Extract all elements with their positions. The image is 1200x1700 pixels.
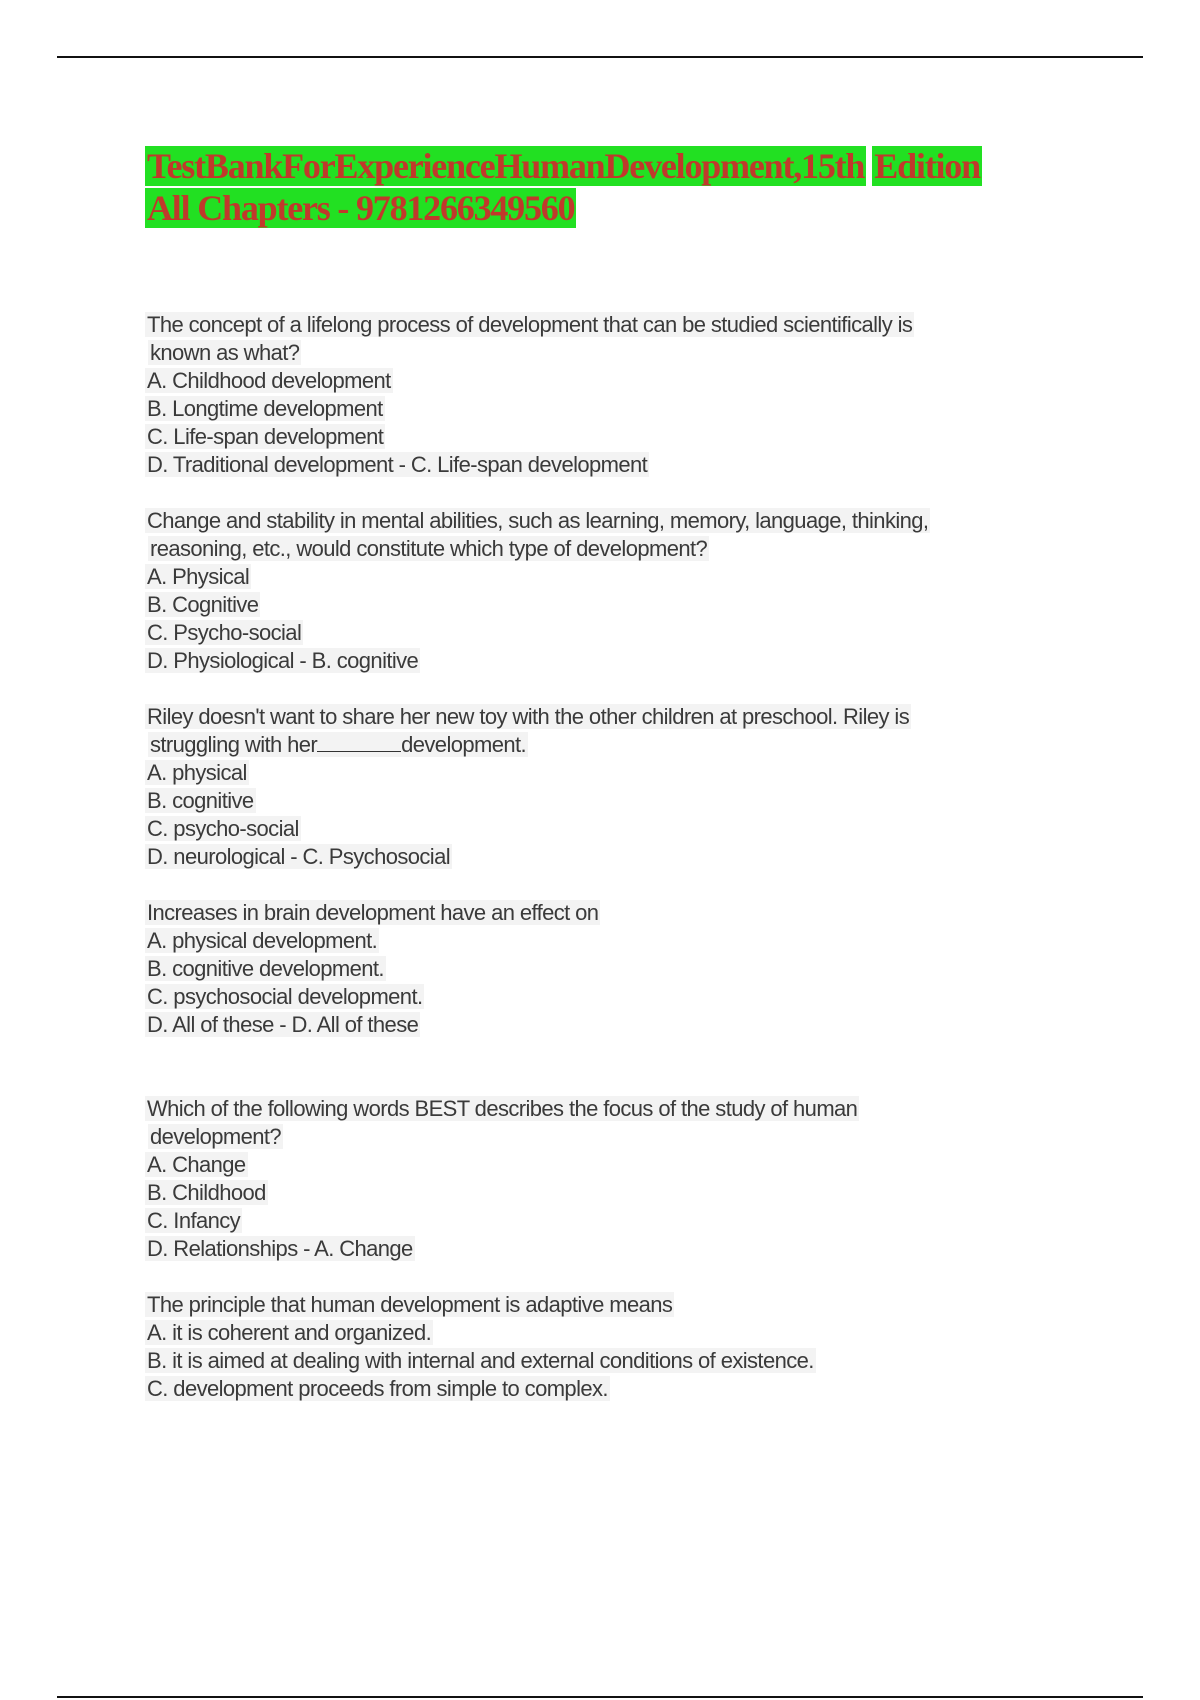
- question-2: [145, 507, 1045, 675]
- answer-option: C. psychosocial development.: [147, 984, 423, 1009]
- answer-option: A. physical: [147, 760, 247, 785]
- answer-option: B. cognitive: [147, 788, 254, 813]
- stem-text-before-blank: struggling with her: [150, 732, 318, 757]
- answer-option-with-key: D. Traditional development - C. Life-span development: [147, 452, 648, 477]
- fill-in-blank: [317, 734, 401, 752]
- answer-option-with-key: D. neurological - C. Psychosocial: [147, 844, 451, 869]
- question-4: [145, 899, 1045, 1039]
- answer-option: A. physical development.: [147, 928, 378, 953]
- title-part-1: TestBankForExperienceHumanDevelopment,15th: [147, 146, 865, 186]
- answer-option-with-key: D. Physiological - B. cognitive: [147, 648, 419, 673]
- question-stem-line: Riley doesn't want to share her new toy with the other children at preschool. Riley is: [147, 704, 910, 729]
- title-line-1: [145, 145, 1085, 187]
- question-stem-line: Which of the following words BEST describes the focus of the study of human: [147, 1096, 858, 1121]
- answer-option: C. Infancy: [147, 1208, 241, 1233]
- title-part-3: All Chapters - 9781266349560: [147, 188, 575, 228]
- question-stem-line: The principle that human development is adaptive means: [147, 1292, 673, 1317]
- answer-option: A. Physical: [147, 564, 250, 589]
- top-rule: [57, 56, 1143, 58]
- question-stem-line: Change and stability in mental abilities, such as learning, memory, language, thinking,: [147, 508, 929, 533]
- answer-option: C. Life-span development: [147, 424, 384, 449]
- answer-option: B. Childhood: [147, 1180, 266, 1205]
- question-3: [145, 703, 1045, 871]
- title-part-2: Edition: [874, 146, 980, 186]
- answer-option: A. it is coherent and organized.: [147, 1320, 432, 1345]
- answer-option: B. it is aimed at dealing with internal and external conditions of existence.: [147, 1348, 814, 1373]
- bottom-rule: [57, 1696, 1143, 1698]
- answer-option: A. Change: [147, 1152, 246, 1177]
- question-stem-line: development?: [150, 1124, 282, 1149]
- answer-option-with-key: D. Relationships - A. Change: [147, 1236, 413, 1261]
- question-list: [145, 311, 1045, 1431]
- question-stem-line: Increases in brain development have an effect on: [147, 900, 599, 925]
- document-title: [145, 145, 1085, 229]
- answer-option: C. Psycho-social: [147, 620, 302, 645]
- answer-option: B. cognitive development.: [147, 956, 384, 981]
- question-stem-line: [145, 731, 1045, 759]
- question-6: [145, 1291, 1045, 1403]
- question-stem-line: known as what?: [150, 340, 300, 365]
- answer-option: B. Cognitive: [147, 592, 259, 617]
- answer-option: C. psycho-social: [147, 816, 299, 841]
- answer-option: C. development proceeds from simple to complex.: [147, 1376, 608, 1401]
- answer-option-with-key: D. All of these - D. All of these: [147, 1012, 419, 1037]
- stem-text-after-blank: development.: [401, 732, 527, 757]
- title-line-2: [145, 187, 1085, 229]
- question-1: [145, 311, 1045, 479]
- answer-option: A. Childhood development: [147, 368, 391, 393]
- question-stem-line: reasoning, etc., would constitute which type of development?: [150, 536, 708, 561]
- question-5: [145, 1095, 1045, 1263]
- question-stem-line: The concept of a lifelong process of development that can be studied scientifically is: [147, 312, 913, 337]
- answer-option: B. Longtime development: [147, 396, 383, 421]
